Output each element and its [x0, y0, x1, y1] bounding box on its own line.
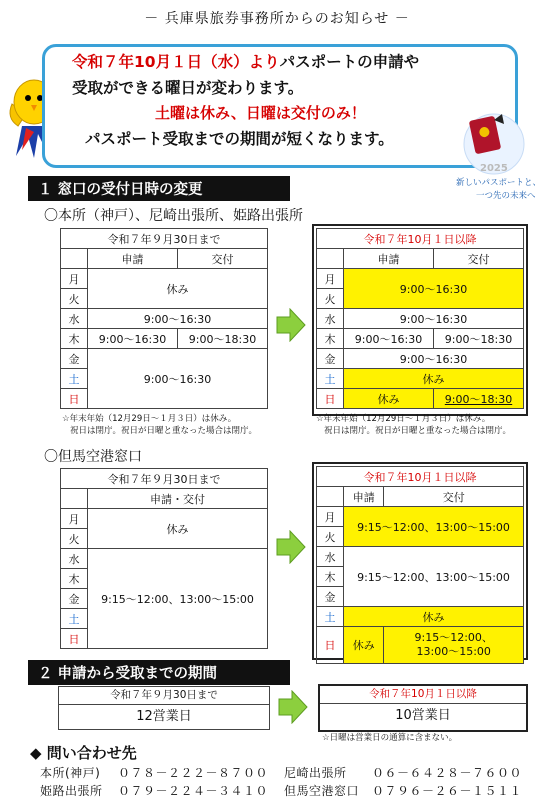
section-1-heading: １ 窓口の受付日時の変更	[28, 176, 290, 201]
fri-sun-hours: 9:00～16:30	[88, 349, 268, 409]
notice-date: 令和７年10月１日（水）より	[72, 53, 280, 71]
col-header-issue: 交付	[178, 249, 268, 269]
table-caption: 令和７年９月30日まで	[61, 469, 268, 489]
day-thu: 木	[317, 329, 344, 349]
day-thu: 木	[317, 567, 344, 587]
day-sun: 日	[61, 629, 88, 649]
airport-schedule-old-table	[60, 468, 268, 649]
right-arrow-icon	[278, 690, 308, 724]
holiday-note-1: ☆年末年始（12月29日～１月３日）は休み。	[62, 414, 237, 424]
wed-hours: 9:00～16:30	[344, 309, 524, 329]
badge-caption-1: 新しいパスポートと、	[456, 178, 542, 188]
day-fri: 金	[317, 349, 344, 369]
day-sun: 日	[61, 389, 88, 409]
page-title: － 兵庫県旅券事務所からのお知らせ －	[144, 11, 410, 27]
day-sat: 土	[317, 607, 344, 627]
table-caption: 令和７年９月30日まで	[61, 229, 268, 249]
main-schedule-new-table	[316, 228, 524, 409]
day-sat: 土	[61, 369, 88, 389]
airport-heading: 〇但馬空港窓口	[44, 449, 142, 465]
day-wed: 水	[317, 309, 344, 329]
badge-caption-2: 一つ先の未来へ	[476, 191, 536, 201]
airport-schedule-new-table	[316, 466, 524, 664]
sun-issue-hours-2: 13:00～15:00	[416, 645, 491, 658]
period-old-value: 12営業日	[136, 709, 192, 724]
wed-fri-hours: 9:15～12:00、13:00～15:00	[344, 547, 524, 607]
day-tue: 火	[61, 529, 88, 549]
right-arrow-icon	[276, 308, 306, 342]
day-tue: 火	[61, 289, 88, 309]
contact-tel-amagasaki[interactable]: ０６－６４２８－７６００	[372, 766, 523, 780]
day-fri: 金	[61, 589, 88, 609]
thu-apply-hours: 9:00～16:30	[344, 329, 434, 349]
day-mon: 月	[61, 269, 88, 289]
notice-line-2: 受取ができる曜日が変わります。	[72, 79, 304, 97]
section-2-heading: ２ 申請から受取までの期間	[28, 660, 290, 685]
sun-issue-hours: 9:00～18:30	[434, 389, 524, 409]
col-header-apply-issue: 申請・交付	[88, 489, 268, 509]
mon-tue-hours: 9:00～16:30	[344, 269, 524, 309]
mon-tue-hours: 9:15～12:00、13:00～15:00	[344, 507, 524, 547]
day-thu: 木	[61, 329, 88, 349]
contact-name-tajima: 但馬空港窓口	[284, 784, 360, 798]
wed-sun-hours: 9:15～12:00、13:00～15:00	[88, 549, 268, 649]
offices-heading: 〇本所（神戸）、尼崎出張所、姫路出張所	[44, 208, 303, 224]
notice-line-1	[72, 50, 419, 72]
day-mon: 月	[317, 507, 344, 527]
wed-hours: 9:00～16:30	[88, 309, 268, 329]
col-header-issue: 交付	[384, 487, 524, 507]
col-header-issue: 交付	[434, 249, 524, 269]
contact-name-himeji: 姫路出張所	[40, 784, 103, 798]
day-tue: 火	[317, 289, 344, 309]
holiday-note-1: ☆年末年始（12月29日～１月３日）は休み。	[316, 414, 491, 424]
contact-tel-tajima[interactable]: ０７９６－２６－１５１１	[372, 784, 523, 798]
day-mon: 月	[61, 509, 88, 529]
sun-issue-hours-1: 9:15～12:00、	[414, 631, 493, 644]
period-new-box	[318, 684, 528, 732]
right-arrow-icon	[276, 530, 306, 564]
day-wed: 水	[317, 547, 344, 567]
day-fri: 金	[317, 587, 344, 607]
contact-name-amagasaki: 尼崎出張所	[284, 766, 347, 780]
period-old-box	[58, 686, 270, 730]
thu-apply-hours: 9:00～16:30	[88, 329, 178, 349]
period-old-caption: 令和７年９月30日まで	[59, 687, 269, 705]
holiday-note-2: 祝日は閉庁。祝日が日曜と重なった場合は閉庁。	[70, 426, 258, 436]
col-header-apply: 申請	[344, 249, 434, 269]
period-new-value: 10営業日	[395, 708, 451, 723]
sat-hours: 休み	[344, 369, 524, 389]
table-caption: 令和７年10月１日以降	[317, 467, 524, 487]
mon-tue-hours: 休み	[88, 269, 268, 309]
sun-apply-hours: 休み	[344, 389, 434, 409]
day-thu: 木	[61, 569, 88, 589]
badge-year: 2025	[480, 163, 508, 174]
contact-tel-kobe[interactable]: ０７８－２２２－８７００	[118, 766, 269, 780]
period-note: ☆日曜は営業日の通算に含まない。	[322, 733, 458, 743]
day-wed: 水	[61, 309, 88, 329]
day-fri: 金	[61, 349, 88, 369]
holiday-note-2: 祝日は閉庁。祝日が日曜と重なった場合は閉庁。	[324, 426, 512, 436]
day-wed: 水	[61, 549, 88, 569]
day-sat: 土	[61, 609, 88, 629]
day-sat: 土	[317, 369, 344, 389]
sat-hours: 休み	[344, 607, 524, 627]
col-header-apply: 申請	[344, 487, 384, 507]
mon-tue-hours: 休み	[88, 509, 268, 549]
notice-line-3: 土曜は休み、日曜は交付のみ！	[155, 104, 366, 122]
thu-issue-hours: 9:00～18:30	[178, 329, 268, 349]
sun-issue-hours	[384, 627, 524, 664]
contact-name-kobe: 本所(神戸)	[40, 766, 101, 780]
day-sun: 日	[317, 389, 344, 409]
contact-tel-himeji[interactable]: ０７９－２２４－３４１０	[118, 784, 269, 798]
day-sun: 日	[317, 627, 344, 664]
table-caption: 令和７年10月１日以降	[317, 229, 524, 249]
thu-issue-hours: 9:00～18:30	[434, 329, 524, 349]
notice-line-4: パスポート受取までの期間が短くなります。	[85, 130, 394, 148]
main-schedule-old-table	[60, 228, 268, 409]
period-new-caption: 令和７年10月１日以降	[320, 686, 526, 704]
notice-line-1-rest: パスポートの申請や	[279, 53, 420, 71]
day-tue: 火	[317, 527, 344, 547]
contact-heading: ◆ 問い合わせ先	[30, 744, 137, 762]
fri-hours: 9:00～16:30	[344, 349, 524, 369]
col-header-apply: 申請	[88, 249, 178, 269]
day-mon: 月	[317, 269, 344, 289]
sun-apply-hours: 休み	[344, 627, 384, 664]
